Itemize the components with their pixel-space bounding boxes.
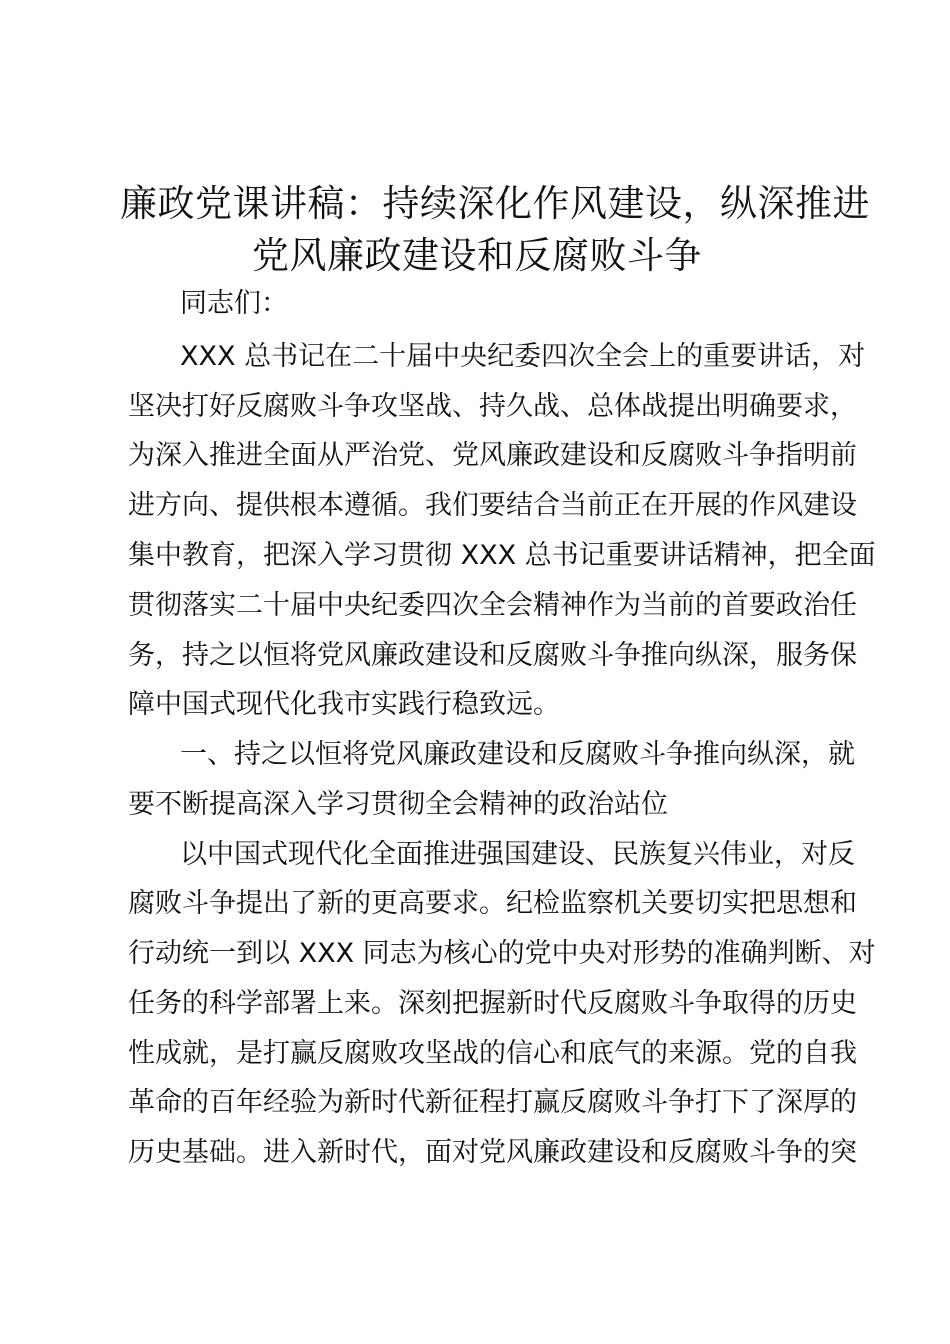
paragraph-1-line-6: 贯彻落实二十届中央纪委四次全会精神作为当前的首要政治任 bbox=[128, 590, 857, 621]
paragraph-1-line-1: XXX 总书记在二十届中央纪委四次全会上的重要讲话，对 bbox=[180, 341, 866, 372]
paragraph-1-line-3: 为深入推进全面从严治党、党风廉政建设和反腐败斗争指明前 bbox=[128, 440, 857, 471]
document-title-line-1: 廉政党课讲稿：持续深化作风建设，纵深推进 bbox=[120, 182, 870, 225]
salutation: 同志们： bbox=[180, 288, 288, 319]
paragraph-1-line-5: 集中教育，把深入学习贯彻 XXX 总书记重要讲话精神，把全面 bbox=[128, 540, 876, 571]
paragraph-3-line-7: 历史基础。进入新时代，面对党风廉政建设和反腐败斗争的突 bbox=[128, 1137, 857, 1168]
paragraph-1-line-7: 务，持之以恒将党风廉政建设和反腐败斗争推向纵深，服务保 bbox=[128, 640, 857, 671]
paragraph-3-line-2: 腐败斗争提出了新的更高要求。纪检监察机关要切实把思想和 bbox=[128, 888, 857, 919]
paragraph-1-line-8: 障中国式现代化我市实践行稳致远。 bbox=[128, 689, 560, 720]
paragraph-3-line-5: 性成就，是打赢反腐败攻坚战的信心和底气的来源。党的自我 bbox=[128, 1038, 857, 1069]
paragraph-3-line-1: 以中国式现代化全面推进强国建设、民族复兴伟业，对反 bbox=[180, 839, 855, 870]
section-heading-1-line-2: 要不断提高深入学习贯彻全会精神的政治站位 bbox=[128, 789, 668, 820]
section-heading-1-line-1: 一、持之以恒将党风廉政建设和反腐败斗争推向纵深，就 bbox=[180, 739, 855, 770]
paragraph-3-line-3: 行动统一到以 XXX 同志为核心的党中央对形势的准确判断、对 bbox=[128, 938, 876, 969]
paragraph-3-line-4: 任务的科学部署上来。深刻把握新时代反腐败斗争取得的历史 bbox=[128, 988, 857, 1019]
paragraph-1-line-2: 坚决打好反腐败斗争攻坚战、持久战、总体战提出明确要求， bbox=[128, 391, 857, 422]
document-title-line-2: 党风廉政建设和反腐败斗争 bbox=[252, 234, 702, 277]
paragraph-3-line-6: 革命的百年经验为新时代新征程打赢反腐败斗争打下了深厚的 bbox=[128, 1087, 857, 1118]
paragraph-1-line-4: 进方向、提供根本遵循。我们要结合当前正在开展的作风建设 bbox=[128, 490, 857, 521]
